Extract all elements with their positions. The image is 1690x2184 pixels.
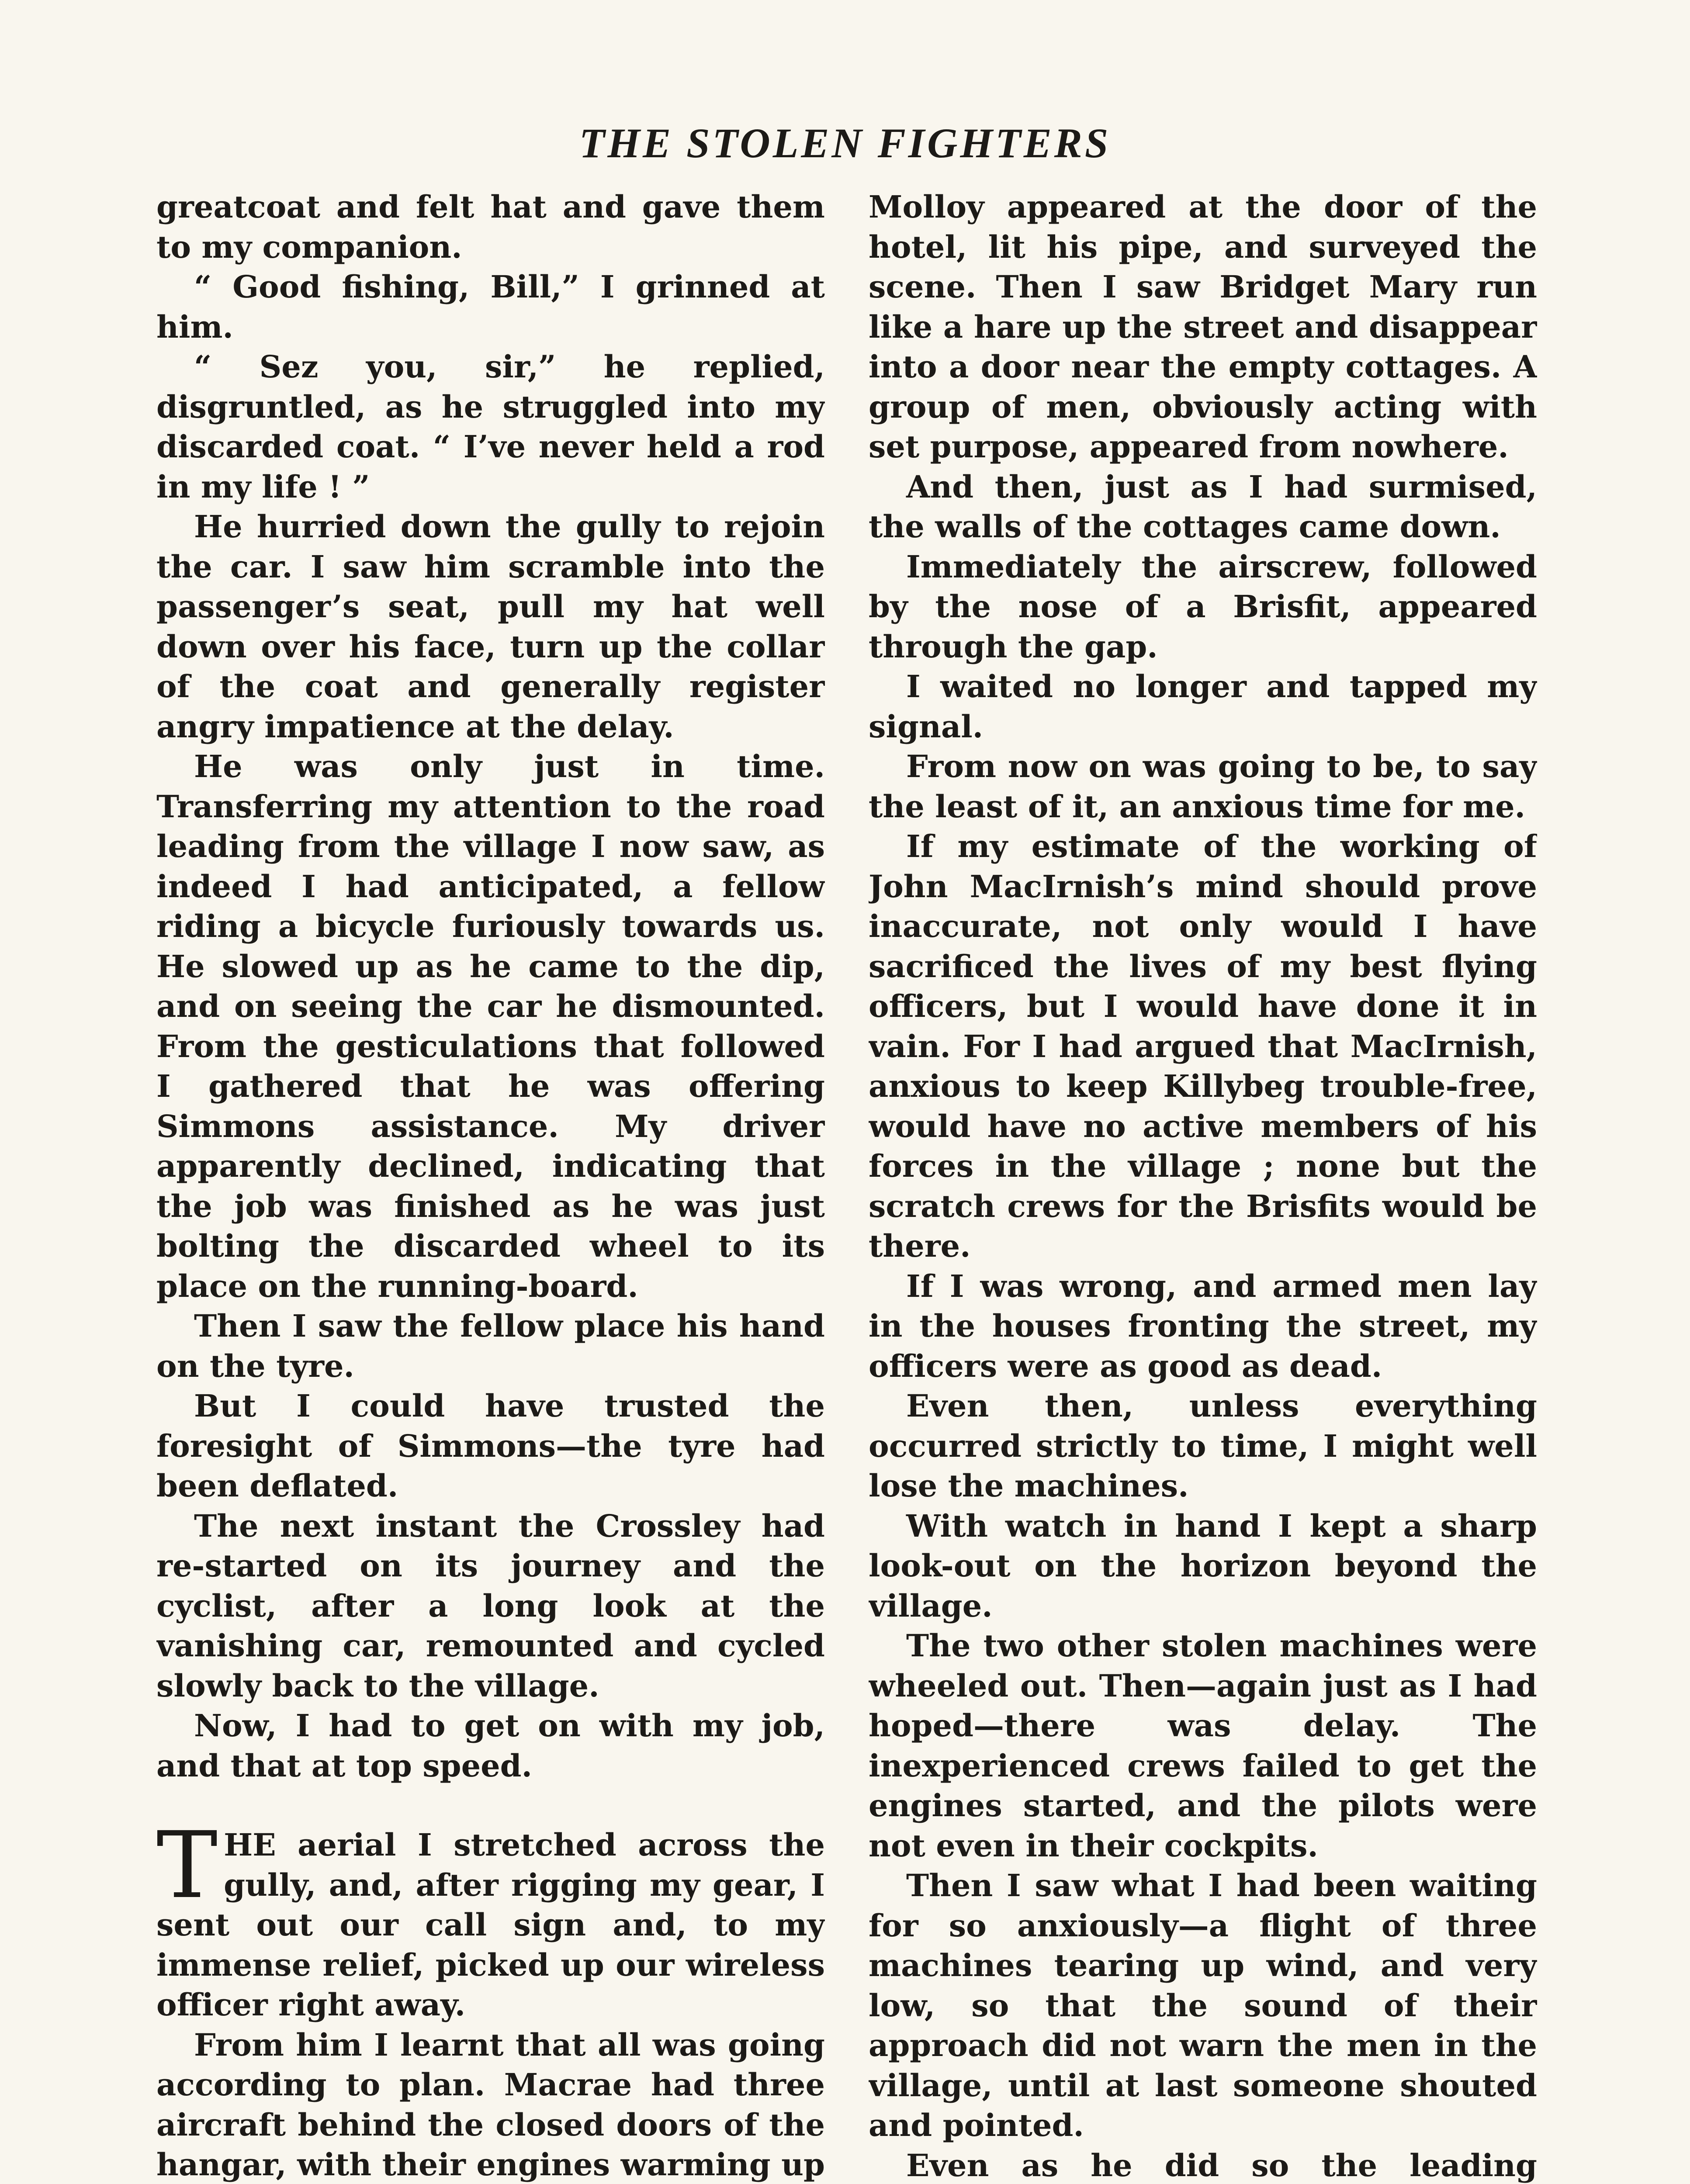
paragraph: If I was wrong, and armed men lay in the houses fronting the street, my officers were as good as dead.	[869, 1268, 1537, 1384]
section-opening-text: HE aerial I stretched across the gully, and, after rigging my gear, I sent out our call sign and, to my immense relief, picked up our wireless officer right away.	[156, 1827, 825, 2023]
section-opening-paragraph	[156, 1812, 825, 2025]
page-title: THE STOLEN FIGHTERS	[579, 120, 1111, 166]
paragraph: Now, I had to get on with my job, and that at top speed.	[156, 1707, 825, 1784]
paragraph: “ Good fishing, Bill,” I grinned at him.	[156, 269, 825, 345]
paragraph: And then, just as I had surmised, the walls of the cottages came down.	[869, 468, 1537, 545]
left-column	[156, 187, 825, 2184]
paragraph: With watch in hand I kept a sharp look-out on the horizon beyond the village.	[869, 1507, 1537, 1624]
paragraph: Even then, unless everything occurred strictly to time, I might well lose the machines.	[869, 1388, 1537, 1504]
paragraph: From him I learnt that all was going according to plan. Macrae had three aircraft behind the closed doors of the hangar, with their engines warming up	[156, 2026, 825, 2183]
paragraph: The two other stolen machines were wheeled out. Then—again just as I had hoped—there was delay. The inexperienced crews failed to get the engines started, and the pilots were not even in their cockpits.	[869, 1628, 1537, 1864]
paragraph: The next instant the Crossley had re-started on its journey and the cyclist, after a long look at the vanishing car, remounted and cycled slowly back to the village.	[156, 1507, 825, 1704]
paragraph: He was only just in time. Transferring my attention to the road leading from the village I now saw, as indeed I had anticipated, a fellow riding a bicycle furiously towards us. He slowed up as he came to the dip, and on seeing the car he dismounted. From the gesticulations that followed I gathered that he was offering Simmons assistance. My driver apparently declined, indicating that the job was finished as he was just bolting the discarded wheel to its place on the running-board.	[156, 748, 825, 1304]
paragraph: Immediately the airscrew, followed by the nose of a Brisfit, appeared through the gap.	[869, 548, 1537, 665]
paragraph: If my estimate of the working of John MacIrnish’s mind should prove inaccurate, not only would I have sacrificed the lives of my best flying officers, but I would have done it in vain. For I had argued that MacIrnish, anxious to keep Killybeg trouble-free, would have no active members of his forces in the village ; none but the scratch crews for the Brisfits would be there.	[869, 828, 1537, 1264]
paragraph: Then I saw the fellow place his hand on the tyre.	[156, 1308, 825, 1384]
paragraph: He hurried down the gully to rejoin the car. I saw him scramble into the passenger’s seat, pull my hat well down over his face, turn up the collar of the coat and generally register angry impatience at the delay.	[156, 508, 825, 745]
paragraph: Then I saw what I had been waiting for so anxiously—a flight of three machines tearing up wind, and very low, so that the sound of their approach did not warn the men in the village, until at last someone shouted and pointed.	[869, 1867, 1537, 2143]
paragraph: “ Sez you, sir,” he replied, disgruntled, as he struggled into my discarded coat. “ I’ve never held a rod in my life ! ”	[156, 349, 825, 505]
paragraph: But I could have trusted the foresight of Simmons—the tyre had been deflated.	[156, 1388, 825, 1504]
right-column	[869, 187, 1537, 2184]
paragraph: Molloy appeared at the door of the hotel, lit his pipe, and surveyed the scene. Then I saw Bridget Mary run like a hare up the street and disappear into a door near the empty cottages. A group of men, obviously acting with set purpose, appeared from nowhere.	[869, 189, 1537, 465]
drop-cap: T	[156, 1812, 218, 1919]
paragraph: From now on was going to be, to say the least of it, an anxious time for me.	[869, 748, 1537, 825]
paragraph: Even as he did so the leading	[906, 2147, 1537, 2184]
paragraph: greatcoat and felt hat and gave them to my companion.	[156, 189, 825, 265]
paragraph: I waited no longer and tapped my signal.	[869, 668, 1537, 745]
